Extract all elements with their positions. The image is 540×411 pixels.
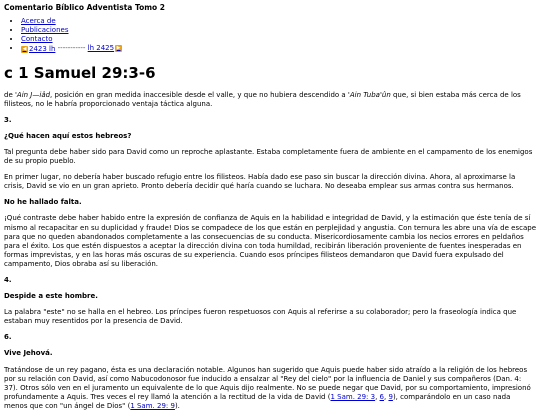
prev-page-link[interactable] bbox=[21, 45, 55, 54]
ref-link-6[interactable]: 6 bbox=[379, 392, 385, 401]
arrow-left-icon: • ◀ bbox=[22, 46, 27, 53]
ref-link-1sam-29-9[interactable]: 1 Sam. 29: 9 bbox=[130, 401, 175, 410]
section-6-paragraph bbox=[4, 366, 536, 411]
section-6-text-3: ). bbox=[174, 401, 180, 410]
nav-link-publicaciones[interactable]: Publicaciones bbox=[21, 25, 69, 34]
ref-link-9[interactable]: 9 bbox=[388, 392, 393, 401]
intro-text-2: , posición en gran medida inaccesible desde el valle, y que no hubiera descendido a bbox=[50, 90, 348, 99]
section-6-number: 6. bbox=[4, 333, 12, 342]
nav-link-acerca[interactable]: Acerca de bbox=[21, 16, 56, 25]
section-3-number: 3. bbox=[4, 115, 12, 124]
site-title: Comentario Bíblico Adventista Tomo 2 bbox=[4, 3, 166, 12]
nav-item-publicaciones bbox=[21, 26, 536, 35]
section-4-number: 4. bbox=[4, 275, 12, 284]
pager-separator: ----------- bbox=[55, 44, 88, 53]
intro-text-1: de bbox=[4, 90, 15, 99]
nav-link-contacto[interactable]: Contacto bbox=[21, 34, 53, 43]
section-3-heading: ¿Qué hacen aquí estos hebreos? bbox=[4, 131, 132, 140]
nav-item-contacto bbox=[21, 35, 536, 44]
section-4-heading: Despide a este hombre. bbox=[4, 292, 98, 301]
section-6-heading: Vive Jehová. bbox=[4, 349, 53, 358]
ref-comma-2: , bbox=[384, 392, 389, 401]
intro-place-1: 'Ain J—iâd bbox=[14, 90, 51, 99]
intro-place-2: 'Ain Tuba'ûn bbox=[347, 90, 391, 99]
page-title: c 1 Samuel 29:3-6 bbox=[4, 64, 156, 83]
no-hallado-heading: No he hallado falta. bbox=[4, 198, 82, 207]
section-6-text-2: ), comparándolo en un caso nada menos que con "un ángel de Dios" ( bbox=[4, 392, 511, 410]
nav-list bbox=[4, 17, 536, 54]
ref-link-1sam-29-3[interactable]: 1 Sam. 29: 3 bbox=[330, 392, 376, 401]
intro-paragraph bbox=[4, 91, 536, 109]
section-3-paragraph-1: Tal pregunta debe haber sido para David como un reproche aplastante. Estaba completamente fuera de ambiente en el campamento de los enemigos de su propio pueblo. bbox=[4, 147, 533, 166]
arrow-right-icon: ▶ bbox=[116, 45, 121, 52]
section-4-paragraph: La palabra "este" no se halla en el hebreo. Los príncipes fueron respetuosos con Aquis al referirse a su colaborador; pero la fraseología indica que estaban muy resentidos por la presencia de David. bbox=[4, 308, 517, 326]
section-6-text-1: Tratándose de un rey pagano, ésta es una declaración notable. Algunos han sugerido que Aquis puede haber sido atraído a la religión de los hebreos por su relación con David, así como Nabucodonosor fue inducido a ensalzar al "Rey del cielo" por la influencia de Daniel y sus compañeros (Dan. 4: 37). Otros sólo ven en el juramento un equivalente de lo que Aquis dijo realmente. No se puede negar que David, por su comportamiento, impresionó profundamente a Aquis. Tres veces el rey llamó la atención a la rectitud de la vida de David ( bbox=[4, 365, 531, 401]
nav-item-acerca bbox=[21, 17, 536, 26]
next-page-link[interactable] bbox=[88, 44, 122, 53]
ref-comma-1: , bbox=[375, 392, 380, 401]
no-hallado-paragraph: ¡Qué contraste debe haber habido entre la expresión de confianza de Aquis en la habilidad e integridad de David, y la estimación que éste tenía de sí mismo al recapacitar en su duplicidad y fraude! Dios se compadece de los que están en perplejidad y angustia. Con ternura les abre una vía de escape para que no queden abandonados completamente a las consecuencias de su conducta. Misericordiosamente cambia los necios errores en peldaños para el éxito. Los que estén dispuestos a aceptar la dirección divina con toda humildad, recibirán liberación proveniente de fuentes inesperadas en formas imprevistas, y en las horas más oscuras de su experiencia. Cuando esos príncipes filisteos demandaron que David fuera expulsado del campamento, Dios obraba así su liberación. bbox=[4, 214, 537, 268]
intro-text-3: que, si bien estaba más cerca de los filisteos, no le habría proporcionado ventaja táctica alguna. bbox=[4, 90, 521, 108]
next-page-label: lh 2425 bbox=[87, 44, 115, 53]
prev-page-label: 2423 lh bbox=[29, 44, 56, 53]
pager bbox=[21, 44, 536, 54]
section-3-paragraph-2: En primer lugar, no debería haber buscado refugio entre los filisteos. Había dado ese paso sin buscar la dirección divina. Ahora, al aproximarse la crisis, David se vio en un gran aprieto. Pronto debería decidir qué haría cuando se luchara. No deseaba emplear sus armas contra sus hermanos. bbox=[4, 173, 516, 191]
